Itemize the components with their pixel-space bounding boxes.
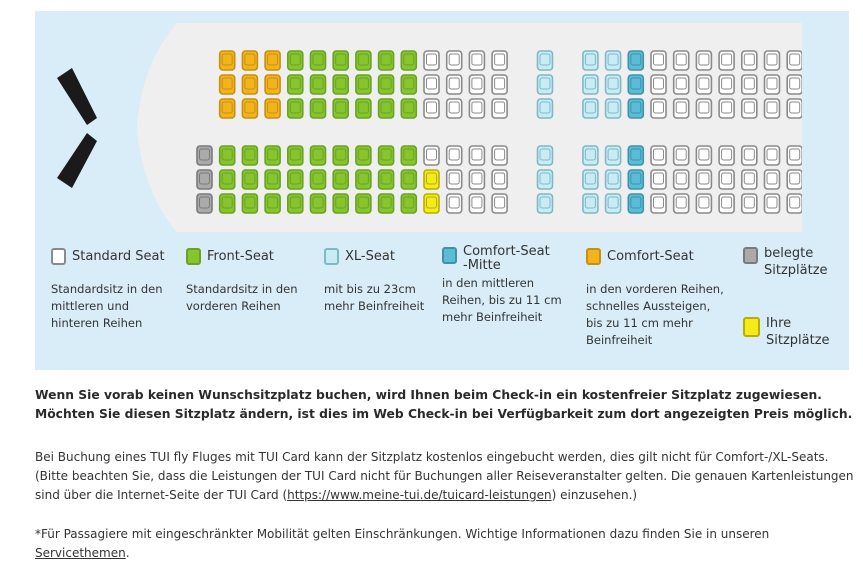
legend-comfort-mid [442, 245, 562, 326]
tuicard-leistungen-link[interactable]: https://www.meine-tui.de/tuicard-leistungen [287, 488, 552, 502]
legend-xl-title: XL-Seat [345, 248, 395, 264]
tui-card-line-3-post: ) einzusehen.) [551, 488, 638, 502]
standard-seat-swatch [51, 248, 66, 265]
legend-front [186, 248, 298, 315]
tui-card-line-2: (Bitte beachten Sie, dass die Leistungen der TUI Card nicht für Buchungen aller Reiseveranstalter gelten. Die genauen Kartenleistungen [35, 469, 854, 483]
legend-comfort-front-title: Comfort-Seat [607, 248, 694, 264]
legend-comfort-front-desc: in den vorderen Reihen, schnelles Aussteigen, bis zu 11 cm mehr Beinfreiheit [586, 282, 724, 347]
legend-yours-title: Ihre Sitzplätze [766, 316, 830, 348]
seat-assignment-info [35, 386, 855, 424]
mobility-line-2 [35, 544, 855, 563]
front-seat-swatch [186, 248, 201, 265]
legend-comfort-mid-title: Comfort-Seat -Mitte [463, 244, 550, 273]
seat-map [47, 23, 802, 232]
legend-occupied [743, 245, 828, 279]
comfort-front-seat-swatch [586, 248, 601, 265]
tui-card-line-3-pre: sind über die Internet-Seite der TUI Card ( [35, 488, 288, 502]
legend-standard-desc: Standardsitz in den mittleren und hinteren Reihen [51, 282, 163, 330]
legend-front-desc: Standardsitz in den vorderen Reihen [186, 282, 298, 313]
aircraft-cabin [47, 23, 802, 232]
legend-comfort-front [586, 248, 724, 349]
tui-card-line-1: Bei Buchung eines TUI fly Fluges mit TUI Card kann der Sitzplatz kostenlos eingebucht werden, dies gilt nicht für Comfort-/XL-Seats. [35, 450, 829, 464]
legend-standard-title: Standard Seat [72, 248, 165, 264]
mobility-info [35, 525, 855, 563]
legend-yours [743, 315, 830, 349]
servicethemen-link[interactable]: Servicethemen [35, 546, 126, 560]
legend-occupied-title: belegte Sitzplätze [764, 246, 828, 278]
legend-front-title: Front-Seat [207, 248, 274, 264]
legend-xl-desc: mit bis zu 23cm mehr Beinfreiheit [324, 282, 425, 313]
info-bold-line-1: Wenn Sie vorab keinen Wunschsitzplatz buchen, wird Ihnen beim Check-in ein kostenfreier Sitzplatz zugewiesen. [35, 388, 822, 402]
mobility-line-2-post: . [125, 546, 130, 560]
xl-seat-swatch [324, 248, 339, 265]
seat-map-panel [35, 11, 849, 370]
legend-xl [324, 248, 424, 315]
comfort-mid-seat-swatch [442, 247, 457, 264]
occupied-seat-swatch [743, 247, 758, 264]
legend-standard [51, 248, 165, 332]
tui-card-line-3 [35, 486, 855, 505]
your-seat-swatch [743, 317, 760, 337]
tui-card-info [35, 448, 855, 505]
legend-comfort-mid-desc: in den mittleren Reihen, bis zu 11 cm mehr Beinfreiheit [442, 276, 562, 324]
mobility-line-1: *Für Passagiere mit eingeschränkter Mobilität gelten Einschränkungen. Wichtige Informationen dazu finden Sie in unseren [35, 527, 770, 541]
info-bold-line-2: Möchten Sie diesen Sitzplatz ändern, ist dies im Web Check-in bei Verfügbarkeit zum dort angezeigten Preis möglich. [35, 407, 853, 421]
